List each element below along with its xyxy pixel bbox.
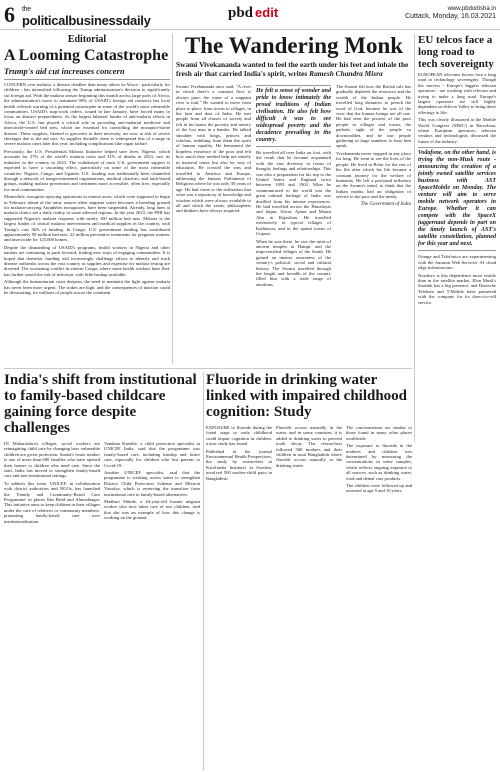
section-label: Editorial: [67, 34, 107, 45]
edition-date: Cuttack, Monday, 16.03.2021: [405, 13, 496, 20]
paragraph: EUROPEAN telecoms bosses face a long road to technology sovereignty. Though the movers - Europe's biggest telecom operators - are working with telecom and trying to make a long road. Europe's largest operators are still highly dependent on Silicon Valley to bring these offerings to life.: [418, 72, 496, 115]
paragraph: This was clearly illustrated at the Mobile World Congress (MWC) in Barcelona, where European operators, telecom vendors and technologists discussed the future of the industry.: [418, 117, 496, 144]
masthead: [0, 0, 500, 30]
paragraph: The exposure to fluoride in the mothers and children was determined by measuring the concentrations in urine samples, which reflects ongoing exposure to all sources, such as drinking water, food and dental care products.: [346, 443, 412, 481]
paragraph: The children were followed up and assessed at age 5 and 10 years.: [346, 483, 412, 494]
paragraph: EXPOSURE to fluoride during the foetal stage or early childhood could impair cognition in children, a new study has found.: [206, 425, 272, 447]
paragraph: Fluoride occurs naturally in the water, and in some countries, it is added to drinking water to prevent tooth decay. The researchers followed 500 mothers and their children in rural Bangladesh where fluoride occurs naturally in the drinking water.: [276, 425, 342, 468]
editorial-subtitle: Trump's aid cut increases concern: [4, 66, 170, 80]
paragraph: Published in the journal Environmental Health Perspectives, the study by researchers at Karolinska Institutet in Sweden, involved 500 mother-child pairs in Bangladesh.: [206, 448, 272, 481]
story-columns: [4, 439, 200, 524]
editorial-title: A Looming Catastrophe: [4, 47, 169, 64]
editorial-body: [4, 82, 170, 295]
feature-column-1: [176, 82, 251, 287]
page-number: 6: [4, 2, 15, 27]
story-columns: [206, 423, 412, 494]
feature-article: [176, 34, 412, 364]
section-logo: [228, 4, 279, 26]
pull-quote: He felt a sense of wonder and pride to know intimately the proud traditions of Indian civilisation. He also felt how difficult it was to see widespread poverty and the decadence prevailing in the country.: [256, 85, 331, 147]
paragraph: The Swami felt how the British rule has gradually depleted the resources and the wealth of the Indian people. He travelled long distances to preach the word of God, because he was of the view that the human beings are all one. He had seen the poorest of the poor people in villages and towns, the pathetic sight of the people so downtrodden, and he saw people gathering in huge numbers to hear him speak.: [336, 84, 411, 149]
pull-quote: Vodafone, on the other hand, is trying the non-Musk route - announcing the creation of a jointly owned satellite services business with AST SpaceMobile on Monday. The venture will aim to serve mobile network operators in Europe. Whether it can compete with the SpaceX juggernaut depends in part on the timely launch of AST's satellite constellation, planned for this year and next.: [418, 147, 496, 251]
brand-small: the: [22, 6, 31, 13]
paragraph: To address this issue, UNICEF, in collaboration with district authorities and NGOs, has launched the 'Family and Community-Based Care Programme' in places like Beed and Ahmednagar. This initiative aims to keep children in their villages under the care of relatives or community members, promoting family-based care over institutionalisation.: [4, 480, 100, 524]
column-divider: [414, 34, 415, 442]
paragraph: When he was there, he saw the ruins of ancient temples at Hampi, and the impoverished villages of the South. He gained an intense awareness of the country's political, social and cultural history. The Swami travelled through the length and breadth of the country filled him with a wide range of emotions.: [256, 238, 331, 287]
story-title: India's shift from institutional to family-based childcare gaining force despite challenges: [4, 372, 197, 436]
paragraph: Nowhere is this dependence more visible than in the satellite market. Elon Musk's Starlink has a big presence, and Deutsche Telekom and T-Mobile have partnered with the company for its direct-to-cell service.: [418, 272, 496, 305]
author-name: Ramesh Chandra Misra: [309, 69, 383, 78]
feature-title: The Wandering Monk: [184, 34, 404, 58]
paragraph: Madhuri Shinde, a 44-year-old former migrant worker who now takes care of two children, said that she was an example of how this change is working on the ground.: [104, 499, 200, 521]
paragraph: The concentrations are similar to those found in many other places worldwide.: [346, 425, 412, 441]
paragraph: Another UNICEF specialist, said that the programme is working across states to strengthen District Child Protection Scheme and Mission Vatsalya, which is removing the transition from institutional care to family-based alternatives.: [104, 470, 200, 497]
paragraph: CONCERN over malaria, a disease deadlier than many others in Africa - particularly for children - has intensified following the Trump administration's decision to significantly cut foreign aid. With the malaria season beginning this month across large parts of Africa, the administration's move to terminate 90% of USAID's foreign aid contracts has local health officials warning of a potential catastrophe in some of the world's most vulnerable communities. USAID's stop-work orders, issued in late January, have forced many to focus on disaster preparedness. As the largest bilateral funder of anti-malaria efforts in Africa, the U.S. has played a critical role in providing anti-malarial medicine and insecticide-treated bed nets, which are essential for controlling the mosquito-borne disease. These supplies, likened to groceries in their necessity, are now at risk of severe shortages due to the aid cuts. As supplies dwindle, there is widespread fear of a surge in severe malaria cases later this year, including complications like organ failure.: [4, 82, 170, 147]
paragraph: Swami Vivekananda once said, "A river in which there's a constant flow is always pure; the water of a stagnant river is foul." He wanted to move from place to place, from towns to villages, in the heat and dust of India. He met people from all classes of society and felt in his bones the poverty and misery of the lost man in a hamlet. He talked shoulder with kings, princes and scholars, imbibing from them the spirit of human equality. He bemoaned the hopeless existence of the poor and felt how much they needed help not merely in material terms but also by way of education. He crossed the seas and travelled to America and Europe, addressing the famous Parliament of Religions where he was only 30 years of age. He had come to the realisation that what was a repository of knowledge and wisdom which were always available to all and which the saints, philosophers and thinkers have always acquired.: [176, 84, 251, 214]
paragraph: IN Maharashtra's villages, social workers are reimagining child care by changing how vulnerable children are given protection. Sunita's foster mother is one of more than 600 families who have opened their homes to children who need care. Since the start, India has moved to strengthen family-based care and non-institutional settings.: [4, 441, 100, 479]
paragraph: Although the humanitarian crisis deepens, the need to maintain the fight against malaria has never been more urgent. The stakes are high, and the consequences of inaction could be devastating, for millions of people across the continent.: [4, 279, 170, 296]
brand-name: politicalbusinessdaily: [22, 13, 151, 28]
story-column-2: [276, 423, 342, 494]
sidebar-article: [418, 34, 496, 442]
logo-pbd: pbd: [228, 5, 254, 21]
story-column-3: [346, 423, 412, 494]
sidebar-title: EU telcos face a long road to tech sovereignty: [418, 34, 494, 70]
story-fluoride: [206, 372, 412, 770]
logo-edit: edit: [255, 5, 279, 20]
paragraph: Vandana Kamble, a child protection specialist at UNICEF India, said that the programme was family-based care, including kinship and foster care, especially for children who lost parents to Covid-19.: [104, 441, 200, 468]
deck-text: Swami Vivekananda wanted to feel the earth under his feet and inhale the fresh air that carried India's spirit, writes: [176, 60, 409, 78]
column-divider: [203, 372, 204, 770]
feature-deck: [176, 60, 412, 78]
paragraph: Vivekananda never stopped in any place for long. He went to see the lives of the people. He lived in Belur for the rest of his life after which his life became a constant journey for the welfare of humanity. He left a profound influence on the Swami's mind, to think that the Indian monks had an obligation of service to the poor and the needy.: [336, 150, 411, 200]
story-title: Fluoride in drinking water linked with impaired childhood cognition: Study: [206, 372, 408, 420]
story-childcare: [4, 372, 200, 770]
brand: [22, 6, 151, 28]
paragraph: Despite the dismantling of USAID's programs, health workers in Nigeria and other nations are continuing to push forward, finding new ways of engaging communities. It is hoped that domestic funding will increasingly challenge efforts to identify and track disease outbreaks across the vast country as supplies and expertise for malaria testing are diverted. The worsening conflict in eastern Congo, where some health workers have fled, has further raised the risk of infection, with little backup available.: [4, 244, 170, 277]
paragraph: Previously, the U.S. Presidential Malaria Initiative helped save lives. Nigeria, which accounts for 27% of the world's malaria cases and 31% of deaths in 2023, saw its initiative in the country in 2023. The withdrawal of most U.S. government support is expected to have a cascading effect, particularly on some of the most vulnerable countries: Nigeria, Congo, and Uganda. U.S. funding was traditionally been channeled through a network of nongovernmental organizations, medical charities, and faith-based groups, making malaria prevention and treatment more accessible, often free, especially for rural communities.: [4, 148, 170, 192]
feature-columns: [176, 82, 412, 287]
story-column-2: [104, 439, 200, 524]
story-column-1: [4, 439, 100, 524]
website: www.pbdodisha.in: [447, 6, 496, 12]
editorial-column: [4, 34, 170, 364]
paragraph: Meanwhile, mosquito-spraying operations in remote areas, which were supposed to begin in February ahead of the rainy season when stagnant water becomes a breeding ground for malaria-carrying Anopheles mosquitoes, have been suspended. Already, long lines at malaria clinics are a daily reality in some affected regions. In the year 2023, the PMI has supported Nigeria's malaria response with nearly 100 million bed nets. Malaria is the largest funder of critical malaria interventions and medical supplies in the country, with Trump's cuts 36% of funding. In Congo, U.S. government funding has contributed approximately 90 million bed nets. 22 million preventive treatments for pregnant women, and insecticide for 125,000 homes.: [4, 194, 170, 243]
section-divider: [4, 368, 412, 369]
paragraph: Orange and Telefonica are experimenting with the Amazon Web Services' AI cloud edge infrastructure.: [418, 254, 496, 271]
sidebar-body: [418, 72, 496, 305]
story-column-1: [206, 423, 272, 494]
feature-column-2: [256, 82, 331, 287]
feature-column-3: [336, 82, 411, 287]
masthead-meta: [405, 5, 496, 21]
column-divider: [172, 34, 173, 364]
paragraph: He travelled all over India on foot, with the result that he became acquainted with the vast diversity in forms of thought, feelings and relationships. This was also a preparation for his trip to the United States and England twice between 1893 and 1902. What he communicated to the world was the great cultural heritage of India was distilled from his intense experiences. He had travelled across the Himalayas and Jaipur, Alwar, Ajmer and Mount Abu in Rajasthan. He travelled extensively in typical villages of Kathiawar, and in the quaint towns of Gujarat.: [256, 150, 331, 237]
author-affiliation: The Government of India: [360, 201, 411, 207]
